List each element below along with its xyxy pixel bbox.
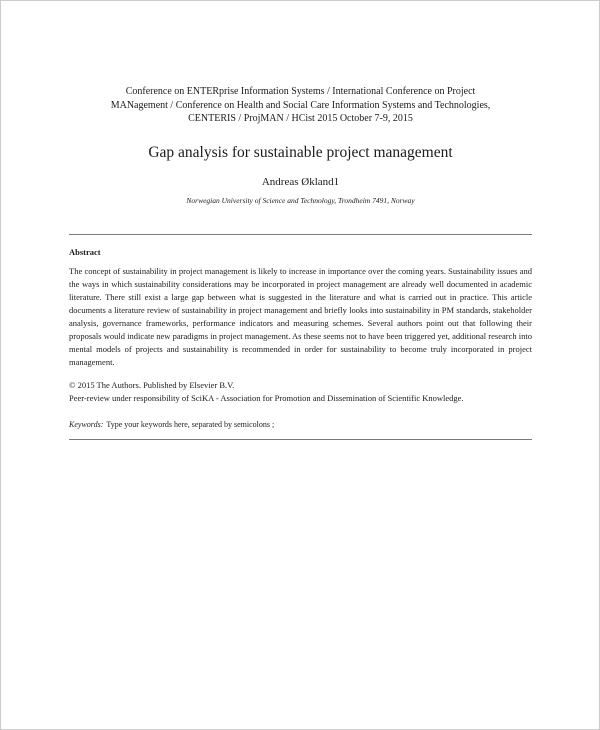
conference-header-line: MANagement / Conference on Health and Social Care Information Systems and Technologies, xyxy=(110,99,491,111)
keywords-placeholder: Type your keywords here, separated by semicolons ; xyxy=(106,419,275,429)
keywords-label: Keywords: xyxy=(69,419,104,429)
paper-content xyxy=(1,1,599,440)
author-affiliation: Norwegian University of Science and Technology, Trondheim 7491, Norway xyxy=(186,195,415,205)
abstract-text: The concept of sustainability in project management is likely to increase in importance over the coming years. Sustainability issues and the ways in which sustainability considerations may be incorporated in project management are already well documented in academic literature. There still exist a large gap between what is suggested in the literature and what is carried out in practice. This article documents a literature review of sustainability in project management and briefly looks into sustainability in PM standards, stakeholder analysis, governance frameworks, performance indicators and measuring schemes. Several authors point out that following their proposals would indicate new paradigms in project management. As these seems not to have been triggered yet, additional research into mental models of projects and sustainability is recommended in order for sustainability to become truly incorporated in project management. xyxy=(69,265,532,367)
conference-header xyxy=(69,85,532,126)
peer-review-line: Peer-review under responsibility of SciKA - Association for Promotion and Dissemination of Scientific Knowledge. xyxy=(69,392,464,403)
conference-header-line: Conference on ENTERprise Information Systems / International Conference on Project xyxy=(125,86,476,97)
keywords-bottom-rule xyxy=(69,439,532,440)
keywords-line xyxy=(69,420,532,430)
abstract-top-rule xyxy=(69,234,532,235)
conference-header-line: CENTERIS / ProjMAN / HCist 2015 October 7-9, 2015 xyxy=(188,113,413,124)
author-name: Andreas Økland1 xyxy=(261,175,340,188)
copyright-line: © 2015 The Authors. Published by Elsevier B.V. xyxy=(69,379,235,390)
copyright-block xyxy=(69,379,532,405)
paper-title: Gap analysis for sustainable project management xyxy=(148,143,453,161)
abstract-heading: Abstract xyxy=(69,246,101,257)
